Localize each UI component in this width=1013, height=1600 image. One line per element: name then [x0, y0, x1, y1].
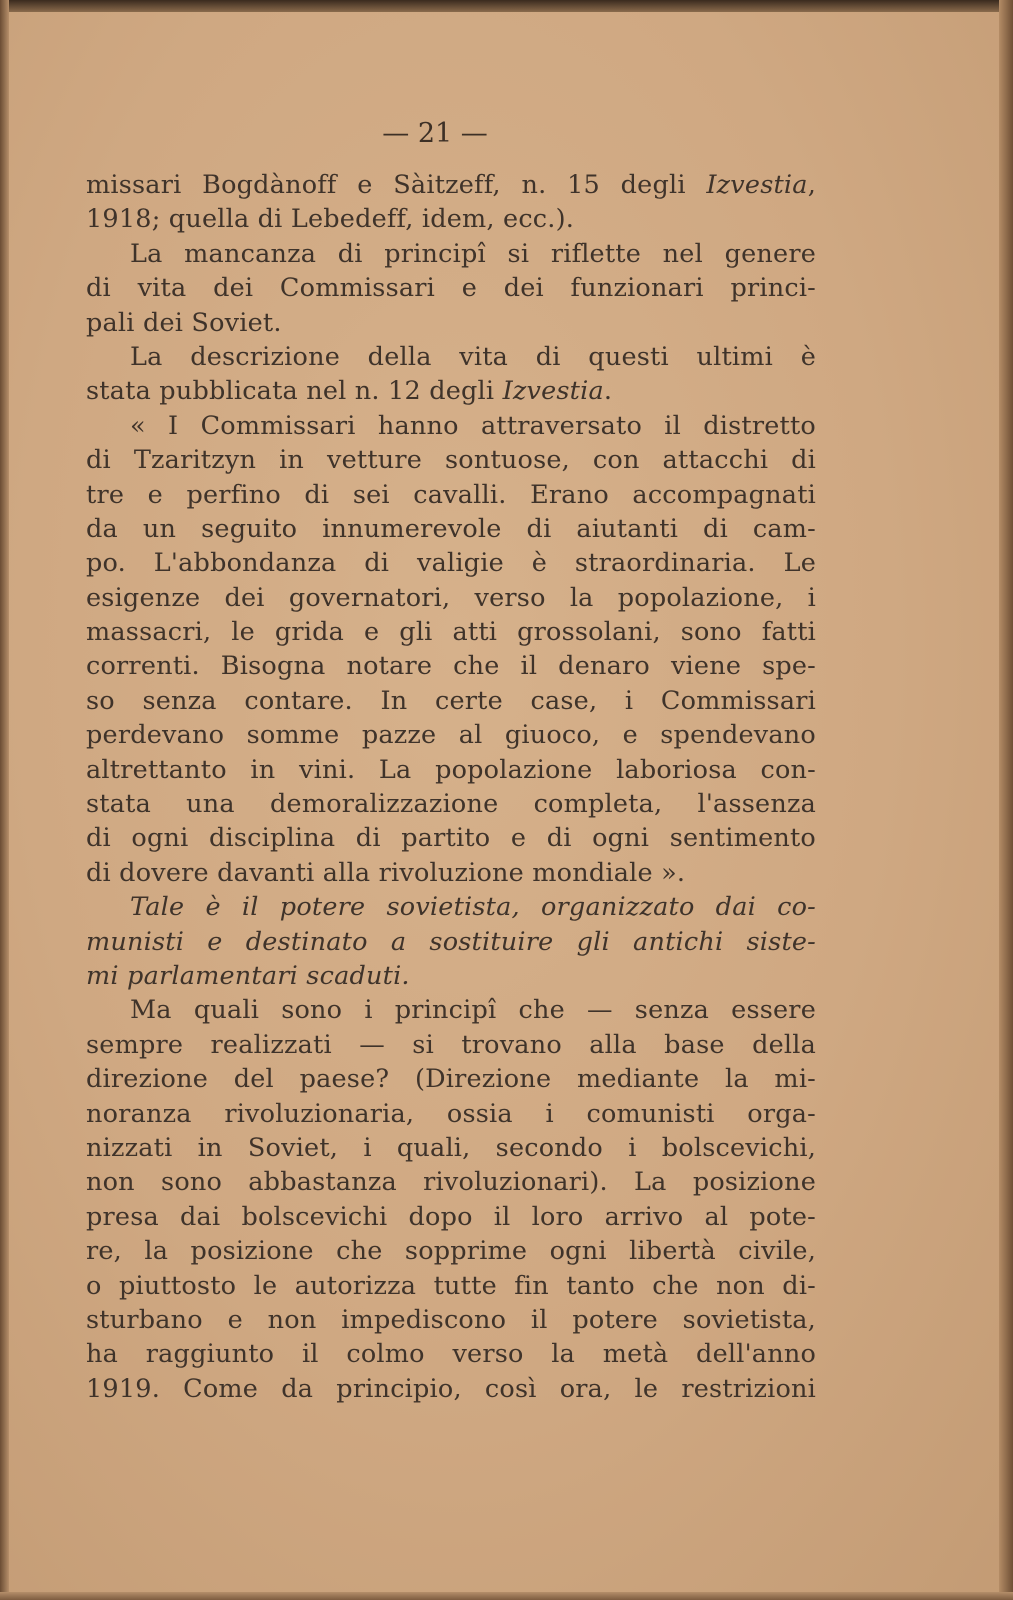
text-line: pali dei Soviet.	[86, 307, 282, 338]
text-line: sempre realizzati — si trovano alla base della	[86, 1029, 816, 1060]
text-line: Ma quali sono i principî che — senza essere	[130, 995, 816, 1026]
text-line: La mancanza di principî si riflette nel genere	[130, 238, 816, 269]
text-line: direzione del paese? (Direzione mediante la mi-	[86, 1064, 816, 1095]
text-line: La descrizione della vita di questi ultimi è	[130, 341, 816, 372]
text-span: stata pubblicata nel n. 12 degli	[86, 376, 503, 407]
text-line: da un seguito innumerevole di aiutanti di cam-	[86, 513, 816, 544]
page-bottom-edge	[0, 1592, 1013, 1600]
text-line	[86, 168, 816, 202]
text-line: di ogni disciplina di partito e di ogni sentimento	[86, 823, 816, 854]
text-line: sturbano e non impediscono il potere sovietista,	[86, 1304, 816, 1335]
text-line: po. L'abbondanza di valigie è straordinaria. Le	[86, 548, 816, 579]
text-line: presa dai bolscevichi dopo il loro arrivo al pote-	[86, 1201, 816, 1232]
text-line: massacri, le grida e gli atti grossolani, sono fatti	[86, 617, 816, 648]
text-span: missari Bogdànoff e Sàitzeff, n. 15 degli	[86, 170, 707, 200]
text-line: 1919. Come da principio, così ora, le restrizioni	[86, 1373, 816, 1404]
text-line: stata una demoralizzazione completa, l'assenza	[86, 789, 816, 820]
text-line: di dovere davanti alla rivoluzione mondiale ».	[86, 857, 686, 888]
page-right-edge	[999, 0, 1013, 1600]
text-line: « I Commissari hanno attraversato il distretto	[130, 410, 816, 441]
text-line: tre e perfino di sei cavalli. Erano accompagnati	[86, 479, 816, 510]
text-line	[86, 374, 816, 408]
text-line: 1918; quella di Lebedeff, idem, ecc.).	[86, 204, 575, 235]
journal-name: Izvestia	[502, 376, 604, 407]
text-line: nizzati in Soviet, i quali, secondo i bolscevichi,	[86, 1132, 816, 1163]
page-top-edge	[0, 0, 1013, 12]
body-text	[86, 168, 816, 1406]
text-line: di vita dei Commissari e dei funzionari princi-	[86, 273, 816, 304]
journal-name: Izvestia	[706, 170, 808, 200]
text-line: perdevano somme pazze al giuoco, e spendevano	[86, 720, 816, 751]
text-line: di Tzaritzyn in vetture sontuose, con attacchi di	[86, 445, 816, 476]
text-line: so senza contare. In certe case, i Commissari	[86, 685, 816, 716]
page-number: — 21 —	[382, 118, 488, 149]
italic-text-line: Tale è il potere sovietista, organizzato dai co-	[130, 892, 816, 923]
text-line: altrettanto in vini. La popolazione laboriosa con-	[86, 754, 816, 785]
italic-text-line: munisti e destinato a sostituire gli antichi siste-	[86, 926, 816, 957]
page-left-edge	[0, 0, 9, 1600]
text-line: noranza rivoluzionaria, ossia i comunisti orga-	[86, 1098, 816, 1129]
text-line: correnti. Bisogna notare che il denaro viene spe-	[86, 651, 816, 682]
italic-text-line: mi parlamentari scaduti.	[86, 960, 410, 991]
text-line: esigenze dei governatori, verso la popolazione, i	[86, 582, 816, 613]
text-line: o piuttosto le autorizza tutte fin tanto che non di-	[86, 1270, 816, 1301]
text-line: non sono abbastanza rivoluzionari). La posizione	[86, 1167, 816, 1198]
text-line: ha raggiunto il colmo verso la metà dell'anno	[86, 1339, 816, 1370]
text-span: ,	[807, 170, 816, 200]
text-line: re, la posizione che sopprime ogni libertà civile,	[86, 1236, 816, 1267]
text-span: .	[603, 376, 613, 407]
